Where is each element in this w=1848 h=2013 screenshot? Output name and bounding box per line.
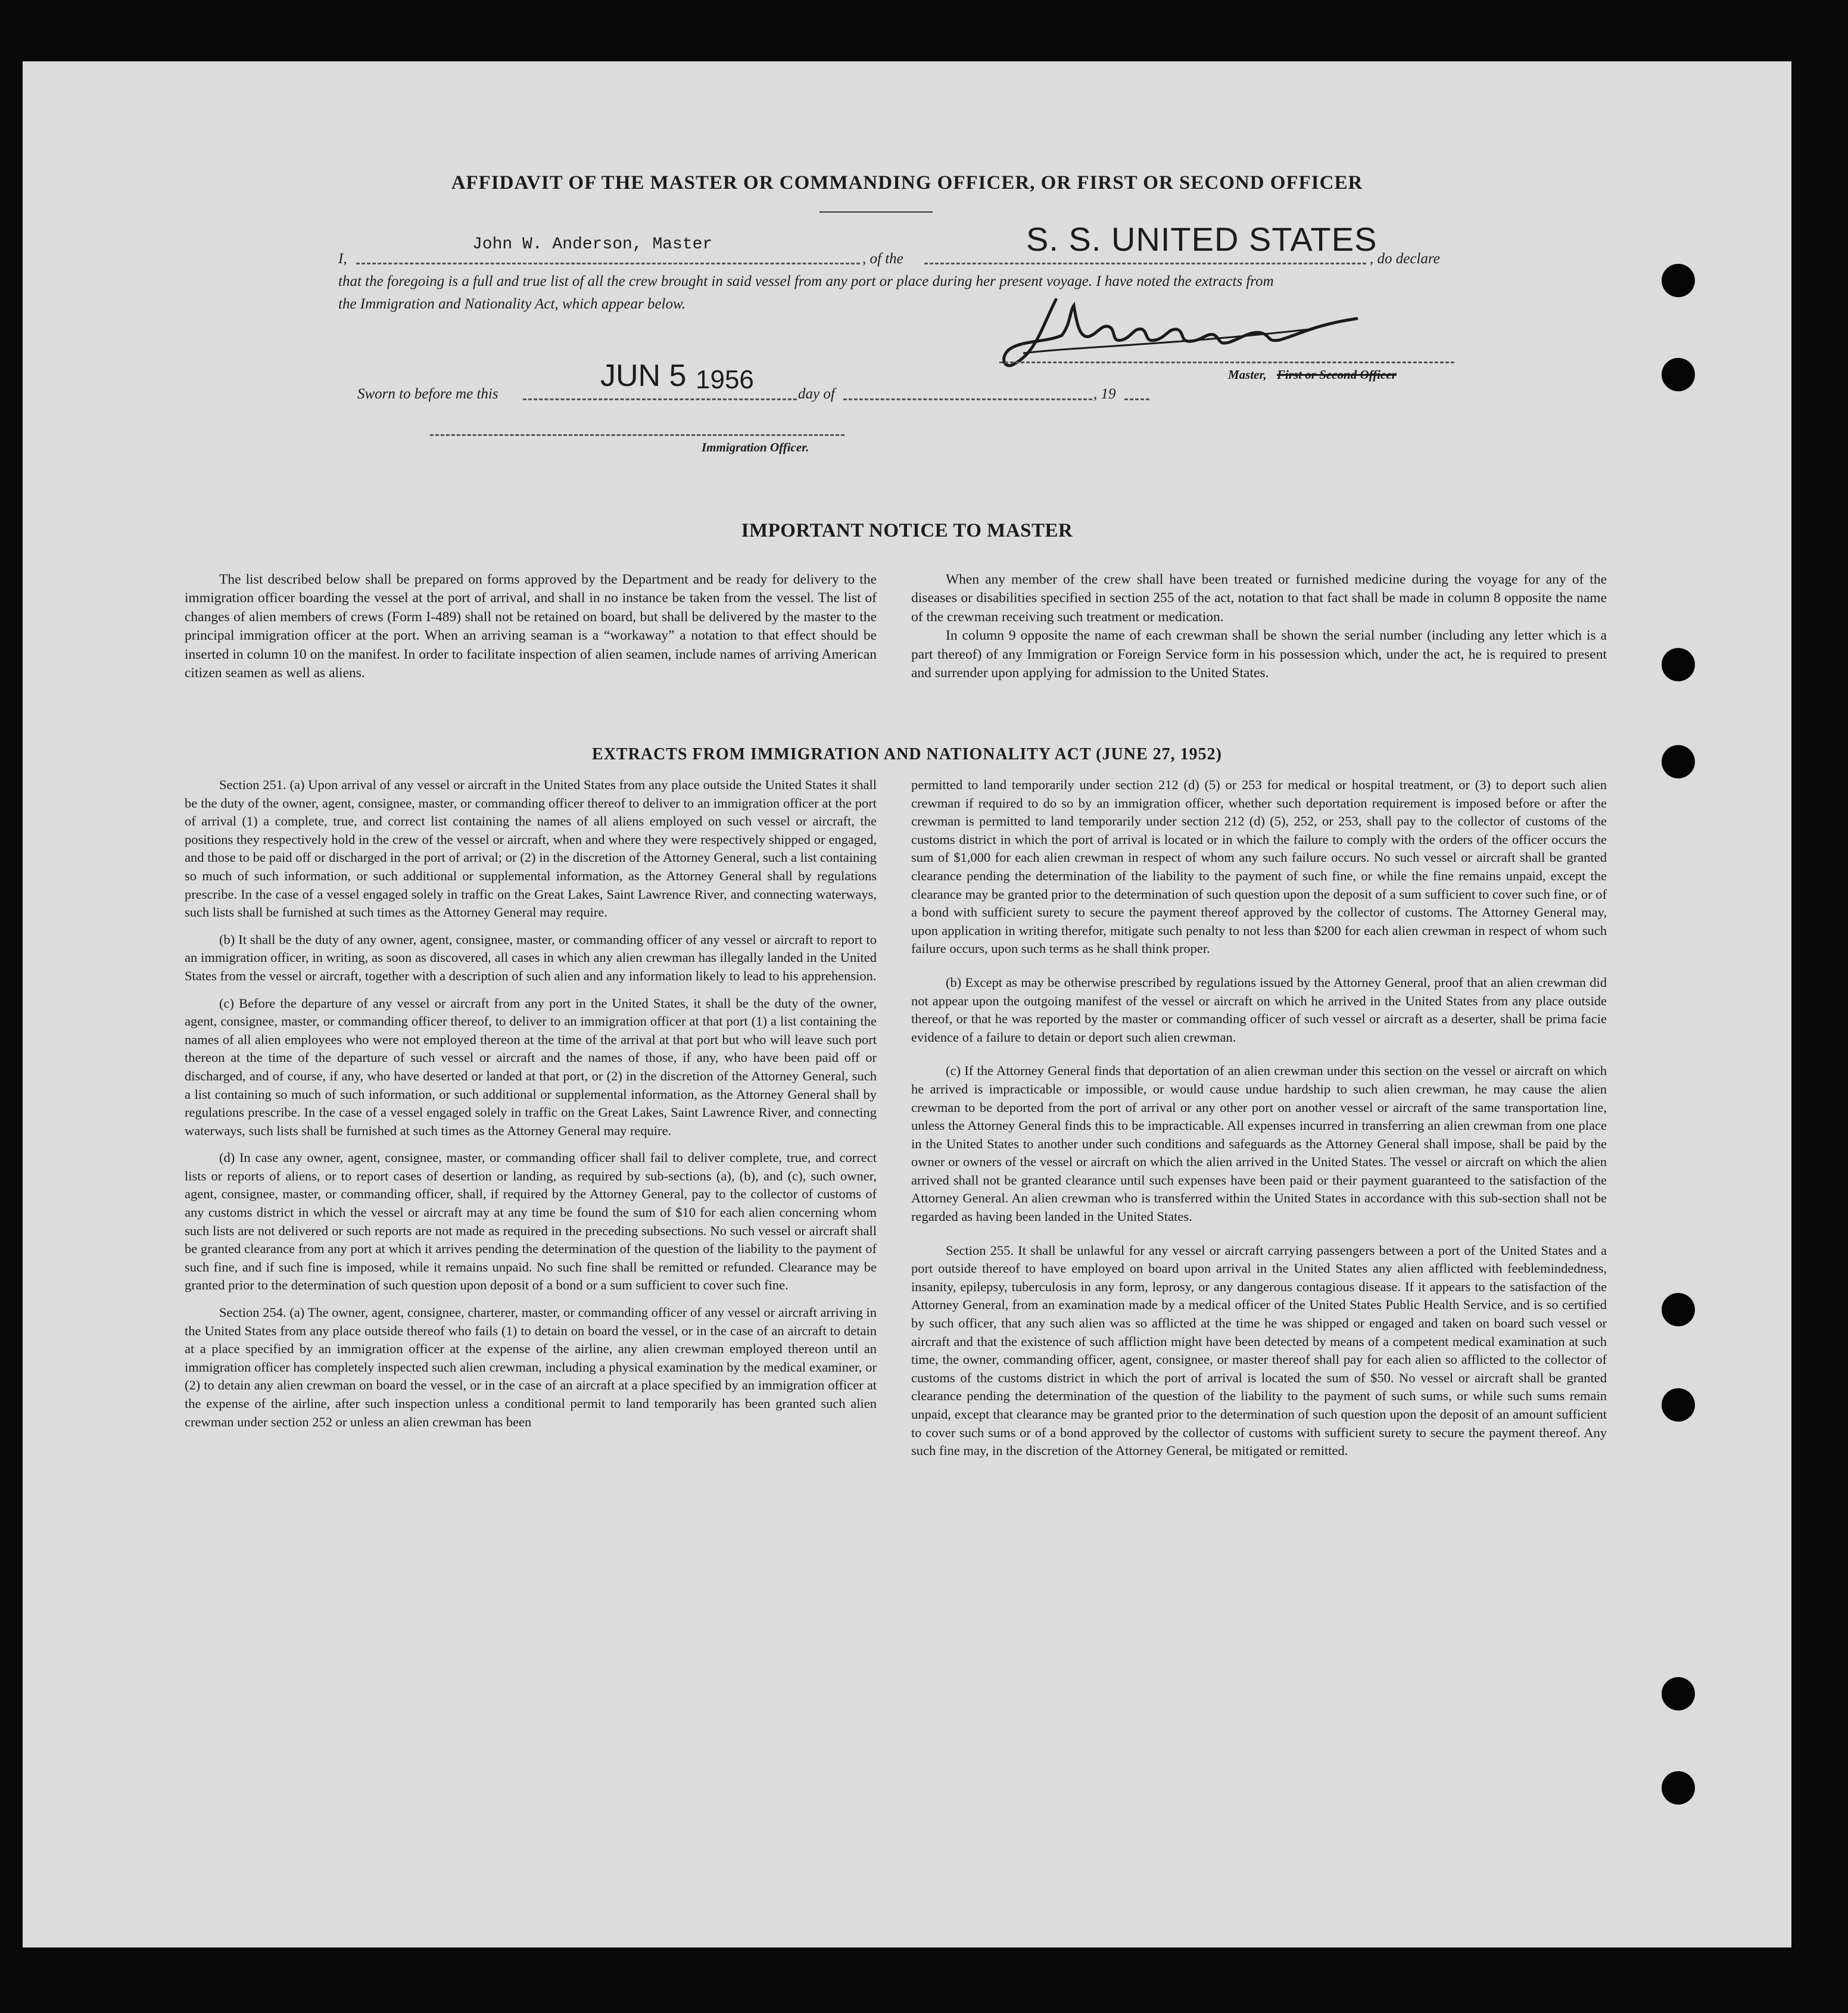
sworn-date-stamp: JUN 5 [600, 359, 687, 393]
name-line [356, 263, 860, 264]
notice-right-paragraph-2: In column 9 opposite the name of each crewman shall be shown the serial number (including any letter which is a part thereof) of any Immigration or Foreign Service form in his possession which, under the act, he is required to present and surrender upon applying for admission to the United States. [911, 628, 1607, 681]
year-prefix-label: , 19 [1093, 386, 1116, 402]
title-rule [819, 211, 933, 213]
extracts-title: EXTRACTS FROM IMMIGRATION AND NATIONALITY ACT (JUNE 27, 1952) [592, 745, 1222, 764]
binder-hole [1662, 1771, 1695, 1805]
extracts-right-column [911, 776, 1607, 1469]
binder-hole [1662, 264, 1695, 297]
do-declare-label: , do declare [1370, 251, 1440, 267]
affidavit-lead: I, [338, 251, 347, 267]
signature-caption-struck: First or Second Officer [1277, 367, 1397, 382]
officer-line [430, 434, 844, 436]
section-251-a: Section 251. (a) Upon arrival of any vessel or aircraft in the United States from any place outside the United States it shall be the duty of the owner, agent, consignee, master, or commanding officer thereof to deliver to an immigration officer at the port of arrival (1) a complete, true, and correct list containing the names of all aliens employed on such vessel or aircraft, the positions they respectively hold in the crew of the vessel or aircraft, when and where they were respectively shipped or engaged, and those to be paid off or discharged in the port of arrival; or (2) in the discretion of the Attorney General, such a list containing so much of such information, or such additional or supplemental information, as the Attorney General shall by regulations prescribe. In the case of a vessel engaged solely in traffic on the Great Lakes, Saint Lawrence River, and connecting waterways, such lists shall be furnished at such times as the Attorney General may require. [185, 777, 877, 920]
notice-right-column [911, 571, 1607, 691]
signature-caption-master: Master, [1228, 367, 1267, 382]
day-of-label: day of [798, 386, 835, 402]
binder-hole [1662, 1388, 1695, 1422]
section-251-b: (b) It shall be the duty of any owner, agent, consignee, master, or commanding officer of any vessel or aircraft to report to an immigration officer, in writing, as soon as discovered, all cases in which any alien crewman has illegally landed in the United States from the vessel or aircraft, together with a description of such alien and any information likely to lead to his apprehension. [185, 931, 877, 983]
sworn-day-line [523, 398, 797, 400]
extracts-left-column [185, 776, 877, 1440]
master-signature [999, 288, 1369, 377]
master-name: John W. Anderson, Master [472, 235, 713, 254]
notice-left-paragraph: The list described below shall be prepared on forms approved by the Department and be ready for delivery to the immigration officer boarding the vessel at the port of arrival, and shall in no instance be taken from the vessel. The list of changes of alien members of crews (Form I-489) shall not be retained on board, but shall be delivered by the master to the principal immigration officer at the port. When an arriving seaman is a “workaway” a notation to that effect should be inserted in column 10 on the manifest. In order to facilitate inspection of alien seamen, include names of arriving American citizen seamen as well as aliens. [185, 572, 877, 681]
section-255: Section 255. It shall be unlawful for any vessel or aircraft carrying passengers between a port of the United States and a port outside thereof to have employed on board upon arrival in the United States any alien afflicted with feeblemindedness, insanity, epilepsy, tuberculosis in any form, leprosy, or any dangerous contagious disease. If it appears to the satisfaction of the Attorney General, from an examination made by a medical officer of the United States Public Health Service, and is so certified by such officer, that any such alien was so afflicted at the time he was shipped or engaged and taken on board such vessel or aircraft and that the existence of such affliction might have been detected by means of a competent medical examination at such time, the owner, commanding officer, agent, consignee, or master thereof shall pay for each alien so afflicted to the collector of customs of the customs district in which the port of arrival is located the sum of $50. No vessel or aircraft shall be granted clearance pending the determination of the question of the liability to the payment of such sums, or while such sums remain unpaid, except that clearance may be granted prior to the determination of such question upon the deposit of an amount sufficient to cover such sums or of a bond approved by the collector of customs with sufficient surety to secure the payment thereof. Any such fine may, in the discretion of the Attorney General, be mitigated or remitted. [911, 1242, 1607, 1459]
immigration-officer-caption: Immigration Officer. [702, 440, 809, 454]
affidavit-statement-1: that the foregoing is a full and true list of all the crew brought in said vessel from any port or place during her present voyage. I have noted the extracts from [338, 273, 1274, 289]
affidavit-statement-2: the Immigration and Nationality Act, which appear below. [338, 296, 686, 312]
section-254-a: Section 254. (a) The owner, agent, consignee, charterer, master, or commanding officer of any vessel or aircraft arriving in the United States from any place outside thereof who fails (1) to detain on board the vessel, or in the case of an aircraft to detain at a place specified by an immigration officer at the expense of the airline, any alien crewman employed thereon until an immigration officer has completely inspected such alien crewman, including a physical examination by the medical examiner, or (2) to detain any alien crewman on board the vessel, or in the case of an aircraft at a place specified by an immigration officer at the expense of the airline, after such inspection unless a conditional permit to land temporarily has been granted such alien crewman under section 252 or unless an alien crewman has been [185, 1305, 877, 1429]
sworn-label: Sworn to before me this [357, 386, 498, 402]
of-the-label: , of the [862, 251, 903, 267]
section-254-b: (b) Except as may be otherwise prescribed by regulations issued by the Attorney General, proof that an alien crewman did not appear upon the outgoing manifest of the vessel or aircraft on which he arrived in the United States from any place outside thereof, or that he was reported by the master or commanding officer of such vessel or aircraft as a deserter, shall be prima facie evidence of a failure to detain or deport such alien crewman. [911, 974, 1607, 1045]
affidavit-title: AFFIDAVIT OF THE MASTER OR COMMANDING OFFICER, OR FIRST OR SECOND OFFICER [451, 172, 1363, 194]
notice-title: IMPORTANT NOTICE TO MASTER [741, 520, 1073, 541]
signature-line [999, 362, 1454, 363]
binder-hole [1662, 1293, 1695, 1326]
vessel-line [924, 263, 1366, 264]
section-251-c: (c) Before the departure of any vessel or aircraft from any port in the United States, it shall be the duty of the owner, agent, consignee, master, or commanding officer thereof, to deliver to an immigration officer at that port (1) a list containing the names of all alien employees who were not employed thereon at the time of the arrival at that port but who will leave such port thereon at the time of the departure of such vessel or aircraft and the names of those, if any, who have been paid off or discharged, and of course, if any, who have deserted or landed at that port, or (2) in the discretion of the Attorney General, such a list containing so much of such information, or such additional or supplemental information, as the Attorney General shall by regulations prescribe. In the case of a vessel engaged solely in traffic on the Great Lakes, Saint Lawrence River, and connecting waterways, such lists shall be furnished at such times as the Attorney General may require. [185, 995, 877, 1138]
binder-hole [1662, 1677, 1695, 1710]
sworn-year-stamp: 1956 [696, 365, 754, 394]
binder-hole [1662, 648, 1695, 681]
vessel-name: S. S. UNITED STATES [1026, 220, 1378, 258]
binder-hole [1662, 745, 1695, 778]
section-254-a-continued: permitted to land temporarily under section 212 (d) (5) or 253 for medical or hospital treatment, or (3) to deport such alien crewman if required to do so by an immigration officer, whether such deportation requirement is imposed before or after the crewman is permitted to land temporarily under section 212 (d) (5), 252, or 253, shall pay to the collector of customs of the customs district in which the port of arrival is located or in which the failure to comply with the orders of the officer occurs the sum of $1,000 for each alien crewman in respect of whom any such failure occurs. No such vessel or aircraft shall be granted clearance pending the determination of the liability to the payment of such fine, or while the fine remains unpaid, except the clearance may be granted prior to the determination of such question upon the deposit of a sum sufficient to cover such fine, or of a bond with sufficient surety to secure the payment thereof approved by the collector of customs. The Attorney General may, upon application in writing therefor, mitigate such penalty to not less than $200 for each alien crewman in respect of whom such failure occurs, upon such terms as he shall think proper. [911, 777, 1607, 956]
year-line [1124, 398, 1149, 400]
month-line [843, 398, 1092, 400]
document-page [23, 61, 1791, 1947]
binder-hole [1662, 358, 1695, 391]
section-254-c: (c) If the Attorney General finds that deportation of an alien crewman under this section on the vessel or aircraft on which he arrived is impracticable or impossible, or would cause undue hardship to such alien crewman, he may cause the alien crewman to be deported from the port of arrival or any other port on another vessel or aircraft of the same transportation line, unless the Attorney General finds this to be impracticable. All expenses incurred in transferring an alien crewman from one place in the United States to another under such conditions and safeguards as the Attorney General shall impose, shall be paid by the owner or owners of the vessel or aircraft on which the alien arrived in the United States. The vessel or aircraft on which the alien arrived shall not be granted clearance until such expenses have been paid or their payment guaranteed to the satisfaction of the Attorney General. An alien crewman who is transferred within the United States in accordance with this sub-section shall not be regarded as having been landed in the United States. [911, 1063, 1607, 1224]
notice-right-paragraph-1: When any member of the crew shall have been treated or furnished medicine during the voyage for any of the diseases or disabilities specified in section 255 of the act, notation to that fact shall be made in column 8 opposite the name of the crewman receiving such treatment or medication. [911, 572, 1607, 625]
notice-left-column [185, 571, 877, 691]
section-251-d: (d) In case any owner, agent, consignee, master, or commanding officer shall fail to deliver complete, true, and correct lists or reports of aliens, or to report cases of desertion or landing, as required by sub-sections (a), (b), and (c), such owner, agent, consignee, master, or commanding officer, shall, if required by the Attorney General, pay to the collector of customs of any customs district in which the vessel or aircraft may at any time be found the sum of $10 for each alien concerning whom such lists are not delivered or such reports are not made as required in the preceding subsections. No such vessel or aircraft shall be granted clearance from any port at which it arrives pending the determination of the question of the liability to the payment of such fine, and if such fine is imposed, while it remains unpaid. No such fine shall be remitted or refunded. Clearance may be granted prior to the determination of such question upon deposit of a bond or a sum sufficient to cover such fine. [185, 1150, 877, 1293]
